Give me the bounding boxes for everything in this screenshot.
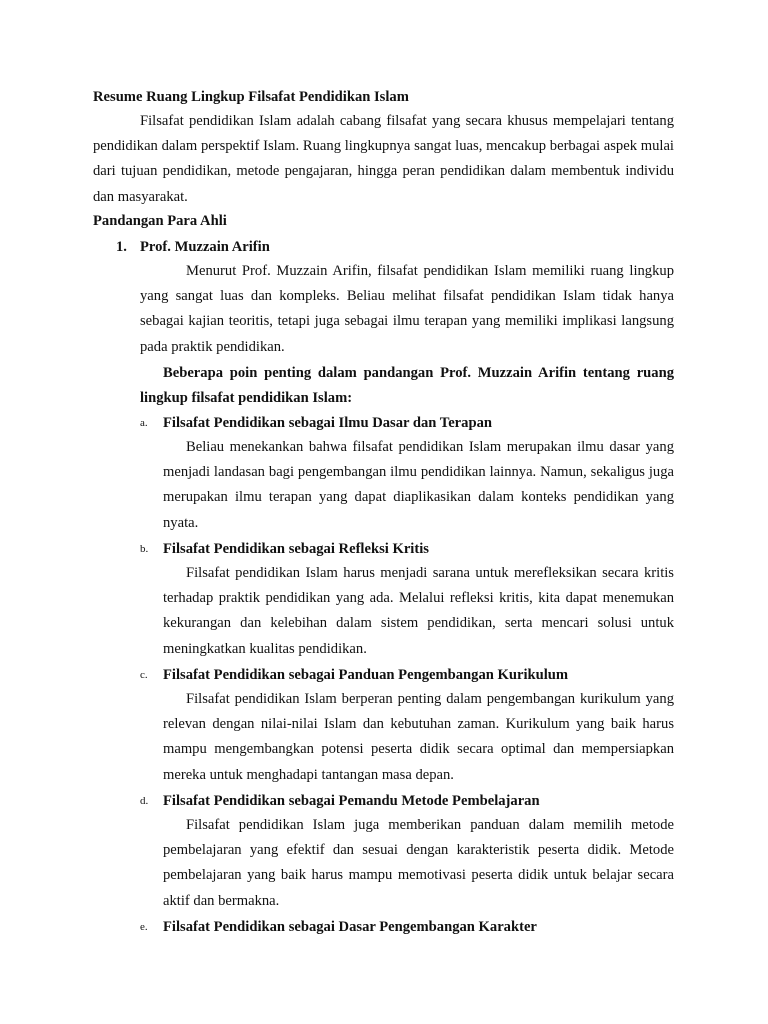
expert-1-name: Prof. Muzzain Arifin: [140, 239, 270, 255]
point-e-marker: e.: [140, 921, 148, 933]
experts-heading: Pandangan Para Ahli: [93, 213, 227, 229]
point-c-heading: Filsafat Pendidikan sebagai Panduan Pengembangan Kurikulum: [163, 667, 569, 683]
point-e-heading: Filsafat Pendidikan sebagai Dasar Pengembangan Karakter: [163, 919, 537, 935]
point-d-text: Filsafat pendidikan Islam juga memberikan panduan dalam memilih metode pembelajaran yang efektif dan sesuai dengan karakteristik peserta didik. Metode pembelajaran yang baik harus mampu memotivasi peserta didik untuk belajar secara aktif dan bermakna.: [163, 817, 674, 909]
point-a-heading: Filsafat Pendidikan sebagai Ilmu Dasar dan Terapan: [163, 415, 492, 431]
point-d-heading: Filsafat Pendidikan sebagai Pemandu Metode Pembelajaran: [163, 793, 540, 809]
expert-1-description: Menurut Prof. Muzzain Arifin, filsafat pendidikan Islam memiliki ruang lingkup yang sangat luas dan kompleks. Beliau melihat filsafat pendidikan Islam tidak hanya sebagai kajian teoritis, tetapi juga sebagai ilmu terapan yang memiliki implikasi langsung pada praktik pendidikan.: [140, 263, 674, 355]
point-b-text: Filsafat pendidikan Islam harus menjadi sarana untuk merefleksikan secara kritis terhadap praktik pendidikan yang ada. Melalui refleksi kritis, kita dapat menemukan kekurangan dan kelebihan dalam sistem pendidikan, serta mencari solusi untuk meningkatkan kualitas pendidikan.: [163, 565, 674, 657]
point-c-marker: c.: [140, 669, 148, 681]
point-a-marker: a.: [140, 417, 148, 429]
point-d-marker: d.: [140, 795, 149, 807]
points-intro: Beberapa poin penting dalam pandangan Prof. Muzzain Arifin tentang ruang lingkup filsafat pendidikan Islam:: [140, 365, 674, 407]
document-title: Resume Ruang Lingkup Filsafat Pendidikan Islam: [93, 89, 409, 105]
point-c-text: Filsafat pendidikan Islam berperan penting dalam pengembangan kurikulum yang relevan dengan nilai-nilai Islam dan kebutuhan zaman. Kurikulum yang baik harus mampu mengembangkan potensi peserta didik secara optimal dan mempersiapkan mereka untuk menghadapi tantangan masa depan.: [163, 691, 674, 783]
point-b-marker: b.: [140, 543, 149, 555]
expert-1-number: 1.: [116, 239, 127, 255]
point-b-heading: Filsafat Pendidikan sebagai Refleksi Kritis: [163, 541, 429, 557]
point-a-text: Beliau menekankan bahwa filsafat pendidikan Islam merupakan ilmu dasar yang menjadi landasan bagi pengembangan ilmu pendidikan lainnya. Namun, sekaligus juga merupakan ilmu terapan yang dapat diaplikasikan dalam konteks pendidikan yang nyata.: [163, 439, 674, 531]
intro-paragraph: Filsafat pendidikan Islam adalah cabang filsafat yang secara khusus mempelajari tentang pendidikan dalam perspektif Islam. Ruang lingkupnya sangat luas, mencakup berbagai aspek mulai dari tujuan pendidikan, metode pengajaran, hingga peran pendidikan dalam membentuk individu dan masyarakat.: [93, 113, 674, 205]
